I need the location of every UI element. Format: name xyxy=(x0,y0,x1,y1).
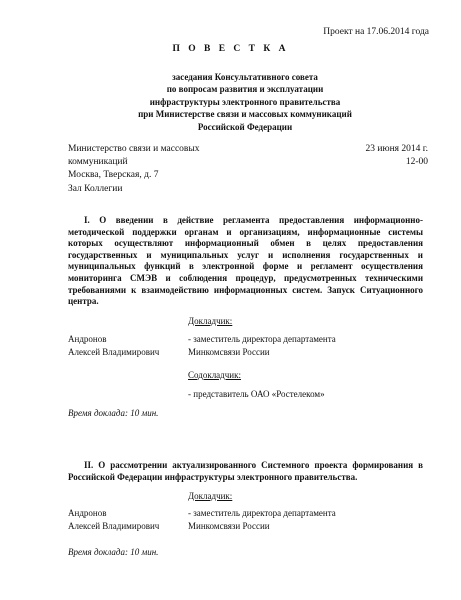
subtitle-line: при Министерстве связи и массовых коммуникаций xyxy=(138,109,352,120)
speaker-role-line: Минкомсвязи России xyxy=(188,347,270,357)
speaker-role xyxy=(188,333,336,359)
speaker-name xyxy=(68,507,159,533)
speaker-role-line: Минкомсвязи России xyxy=(188,521,270,531)
location-line: Министерство связи и массовых xyxy=(68,144,200,154)
document-subtitle xyxy=(100,71,390,133)
location-line: Москва, Тверская, д. 7 xyxy=(68,170,159,181)
cospeaker-label: Содокладчик: xyxy=(188,370,241,380)
item-1-time-note: Время доклада: 10 мин. xyxy=(68,408,159,418)
location-line: коммуникаций xyxy=(68,157,128,168)
speaker-role-line: - заместитель директора департамента xyxy=(188,334,336,344)
subtitle-line: по вопросам развития и эксплуатации xyxy=(166,84,324,95)
subtitle-line: заседания Консультативного совета xyxy=(172,72,318,82)
speaker-given-name: Алексей Владимирович xyxy=(68,521,160,531)
meeting-location xyxy=(68,143,200,196)
speaker-given-name: Алексей Владимирович xyxy=(68,347,160,357)
agenda-item-1-text: I. О введении в действие регламента предоставления информационно-методической поддержки органам и организациям, информационные системы которых осуществляют информационный обмен в целях предоставления государственных и муниципальных услуг и исполнения государственных и муниципальных функций в электронной форме и регламент осуществления мониторинга СМЭВ и соблюдения процедур, предусмотренных техническими требованиями к взаимодействию информационных систем. Запуск Ситуационного центра. xyxy=(68,215,423,307)
speaker-surname: Андронов xyxy=(68,334,107,344)
meeting-date: 23 июня 2014 г. xyxy=(365,144,428,154)
document-title: П О В Е С Т К А xyxy=(172,44,289,54)
speaker-role xyxy=(188,507,336,533)
agenda-item-2-text: II. О рассмотрении актуализированного Системного проекта формирования в Российской Федерации инфраструктуры электронного правительства. xyxy=(68,460,423,482)
item-2-time-note: Время доклада: 10 мин. xyxy=(68,547,159,557)
subtitle-line: Российской Федерации xyxy=(197,121,293,132)
meeting-time: 12-00 xyxy=(405,157,428,168)
speaker-name xyxy=(68,333,159,359)
speaker-surname: Андронов xyxy=(68,508,107,518)
speaker-label: Докладчик: xyxy=(188,491,233,501)
project-note: Проект на 17.06.2014 года xyxy=(323,27,429,37)
location-line: Зал Коллегии xyxy=(68,183,123,194)
speaker-label: Докладчик: xyxy=(188,316,233,326)
speaker-role-line: - заместитель директора департамента xyxy=(188,508,336,518)
meeting-datetime xyxy=(366,143,428,169)
subtitle-line: инфраструктуры электронного правительства xyxy=(149,96,341,107)
cospeaker-role: - представитель ОАО «Ростелеком» xyxy=(188,389,325,399)
